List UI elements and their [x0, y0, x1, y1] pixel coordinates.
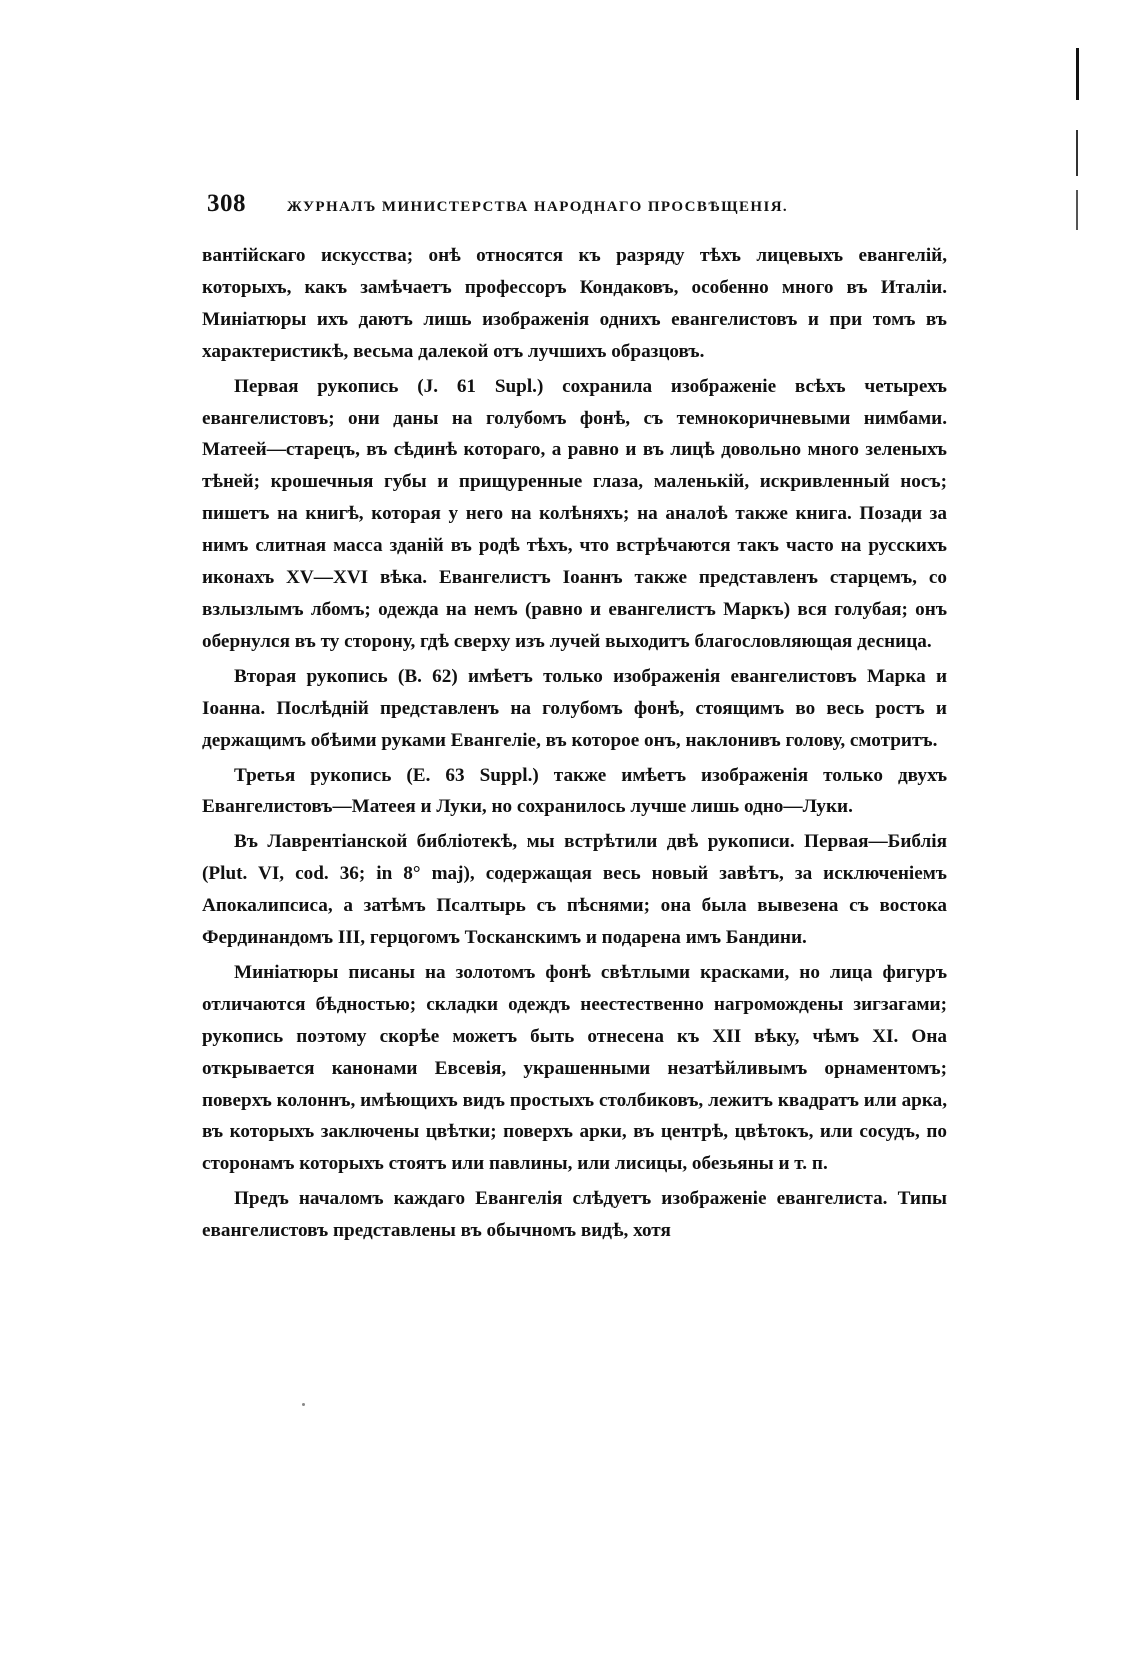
- body-text: [202, 240, 947, 1250]
- page-header: [207, 190, 952, 222]
- running-head: ЖУРНАЛЪ МИНИСТЕРСТВА НАРОДНАГО ПРОСВѢЩЕНІЯ.: [287, 199, 789, 215]
- paragraph: Предъ началомъ каждаго Евангелія слѣдуетъ изображеніе евангелиста. Типы евангелистовъ представлены въ обычномъ видѣ, хотя: [202, 1188, 947, 1242]
- paragraph: Первая рукопись (J. 61 Supl.) сохранила изображеніе всѣхъ четырехъ евангелистовъ; они даны на голубомъ фонѣ, съ темнокоричневыми нимбами. Матеей—старецъ, въ сѣдинѣ котораго, а равно и въ лицѣ довольно много зеленыхъ тѣней; крошечныя губы и прищуренные глаза, маленькій, искривленный носъ; пишетъ на книгѣ, которая у него на колѣняхъ; на аналоѣ также книга. Позади за нимъ слитная масса зданій въ родѣ тѣхъ, что встрѣчаются такъ часто на русскихъ иконахъ XV—XVI вѣка. Евангелистъ Іоаннъ также представленъ старцемъ, со взлызлымъ лбомъ; одежда на немъ (равно и евангелистъ Маркъ) вся голубая; онъ обернулся въ ту сторону, гдѣ сверху изъ лучей выходитъ благословляющая десница.: [202, 375, 947, 652]
- scan-edge-mark: [1076, 130, 1078, 176]
- print-speck: [302, 1403, 305, 1406]
- scan-edge-mark: [1076, 48, 1079, 100]
- page-number: 308: [207, 190, 246, 217]
- paragraph: вантійскаго искусства; онѣ относятся къ разряду тѣхъ лицевыхъ евангелій, которыхъ, какъ замѣчаетъ профессоръ Кондаковъ, особенно много въ Италіи. Миніатюры ихъ даютъ лишь изображенія однихъ евангелистовъ и при томъ въ характеристикѣ, весьма далекой отъ лучшихъ образцовъ.: [202, 245, 947, 362]
- scan-edge-mark: [1076, 190, 1078, 230]
- paragraph: Миніатюры писаны на золотомъ фонѣ свѣтлыми красками, но лица фигуръ отличаются бѣдностью; складки одеждъ неестественно нагромождены зигзагами; рукопись поэтому скорѣе можетъ быть отнесена къ XII вѣку, чѣмъ XI. Она открывается канонами Евсевія, украшенными незатѣйливымъ орнаментомъ; поверхъ колоннъ, имѣющихъ видъ простыхъ столбиковъ, лежитъ квадратъ или арка, въ которыхъ заключены цвѣтки; поверхъ арки, въ центрѣ, цвѣтокъ, или сосудъ, по сторонамъ которыхъ стоятъ или павлины, или лисицы, обезьяны и т. п.: [202, 961, 947, 1175]
- paragraph: Третья рукопись (Е. 63 Suppl.) также имѣетъ изображенія только двухъ Евангелистовъ—Матеея и Луки, но сохранилось лучше лишь одно—Луки.: [202, 764, 947, 818]
- paragraph: Вторая рукопись (В. 62) имѣетъ только изображенія евангелистовъ Марка и Іоанна. Послѣдній представленъ на голубомъ фонѣ, стоящимъ во весь ростъ и держащимъ обѣими руками Евангеліе, въ которое онъ, наклонивъ голову, смотритъ.: [202, 665, 947, 751]
- paragraph: Въ Лаврентіанской библіотекѣ, мы встрѣтили двѣ рукописи. Первая—Библія (Plut. VI, cod. 36; in 8° maj), содержащая весь новый завѣтъ, за исключеніемъ Апокалипсиса, а затѣмъ Псалтырь съ пѣснями; она была вывезена съ востока Фердинандомъ III, герцогомъ Тосканскимъ и подарена имъ Бандини.: [202, 831, 947, 949]
